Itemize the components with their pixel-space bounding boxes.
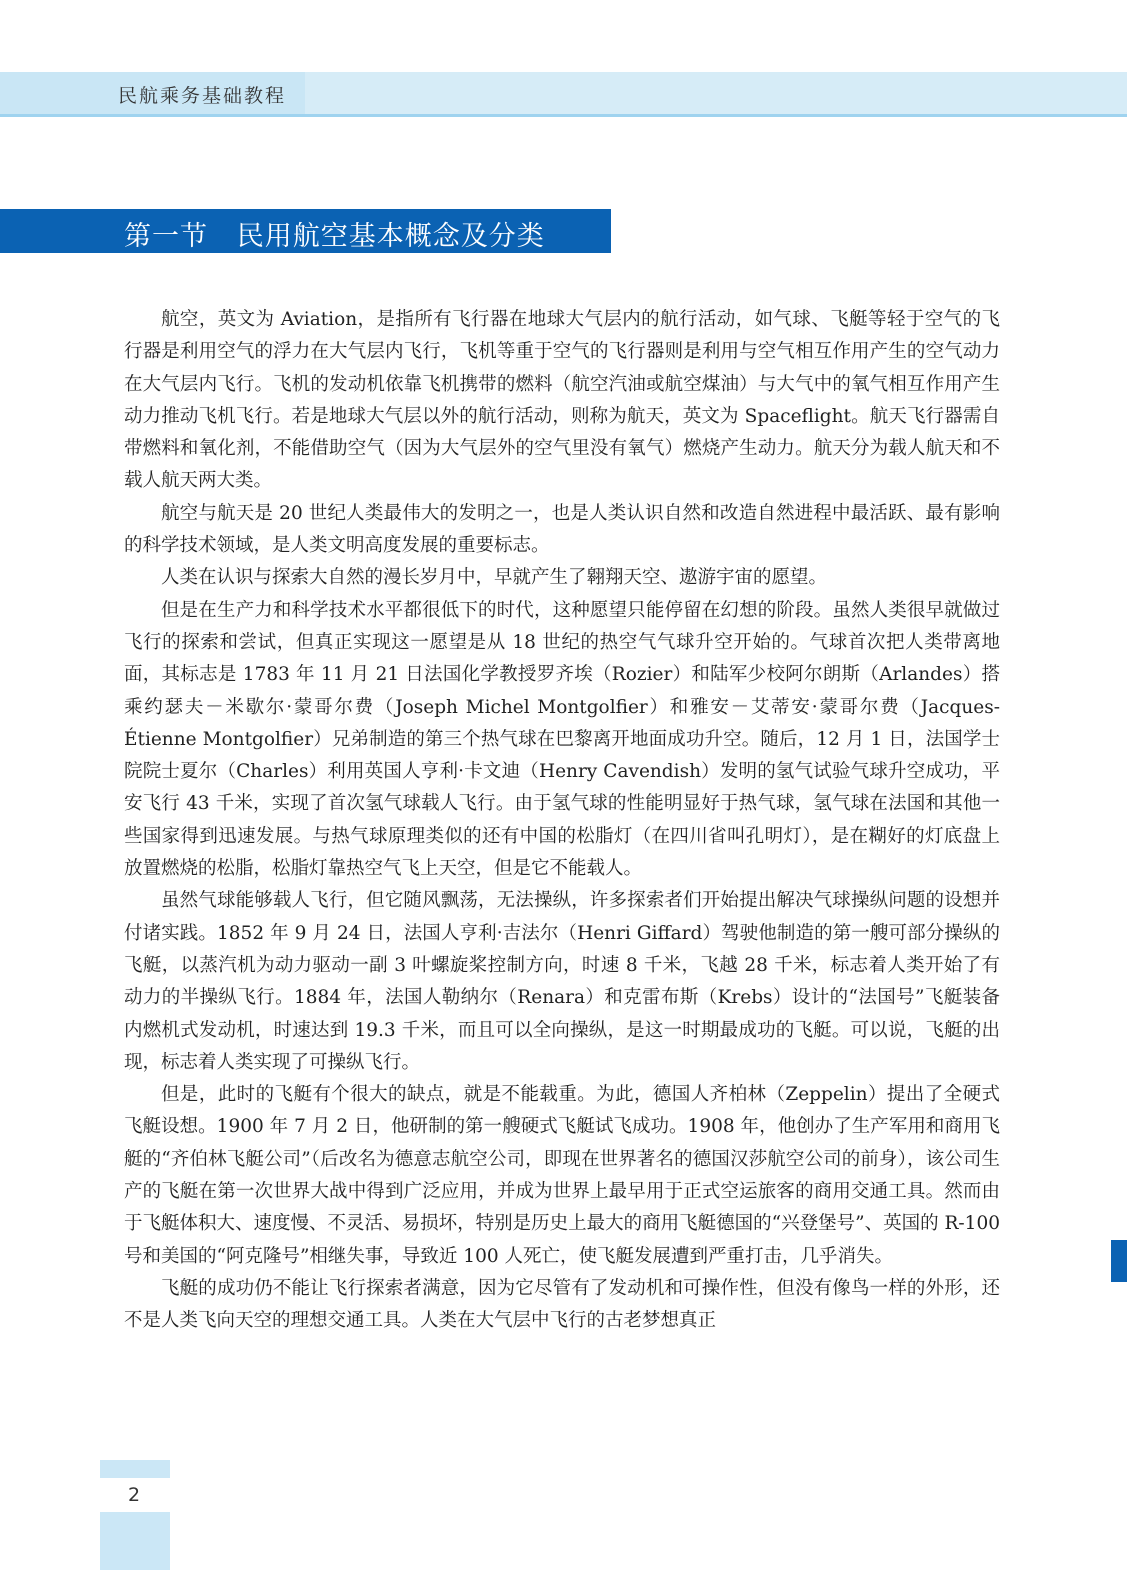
running-header-title: 民航乘务基础教程 [118,85,287,107]
page-number: 2 [128,1484,141,1506]
chapter-side-tab [1111,1240,1127,1282]
paragraph: 飞艇的成功仍不能让飞行探索者满意，因为它尽管有了发动机和可操作性，但没有像鸟一样的外形，还不是人类飞向天空的理想交通工具。人类在大气层中飞行的古老梦想真正 [124,1277,1000,1332]
paragraph: 虽然气球能够载人飞行，但它随风飘荡，无法操纵，许多探索者们开始提出解决气球操纵问题的设想并付诸实践。1852 年 9 月 24 日，法国人亨利·吉法尔（Henri Giffard）驾驶他制造的第一艘可部分操纵的飞艇，以蒸汽机为动力驱动一副 3 叶螺旋桨控制方向，时速 8 千米，飞越 28 千米，标志着人类开始了有动力的半操纵飞行。1884 年，法国人勒纳尔（Renara）和克雷布斯（Krebs）设计的“法国号”飞艇装备内燃机式发动机，时速达到 19.3 千米，而且可以全向操纵，是这一时期最成功的飞艇。可以说，飞艇的出现，标志着人类实现了可操纵飞行。 [124,890,1000,1073]
page-number-deco-bottom [100,1512,170,1570]
paragraph: 航空与航天是 20 世纪人类最伟大的发明之一，也是人类认识自然和改造自然进程中最活跃、最有影响的科学技术领域，是人类文明高度发展的重要标志。 [124,502,1000,557]
header-divider [0,114,1127,117]
paragraph: 但是，此时的飞艇有个很大的缺点，就是不能载重。为此，德国人齐柏林（Zeppelin）提出了全硬式飞艇设想。1900 年 7 月 2 日，他研制的第一艘硬式飞艇试飞成功。1908 年，他创办了生产军用和商用飞艇的“齐伯林飞艇公司”（后改名为德意志航空公司，即现在世界著名的德国汉莎航空公司的前身），该公司生产的飞艇在第一次世界大战中得到广泛应用，并成为世界上最早用于正式空运旅客的商用交通工具。然而由于飞艇体积大、速度慢、不灵活、易损坏，特别是历史上最大的商用飞艇德国的“兴登堡号”、英国的 R-100 号和美国的“阿克隆号”相继失事，导致近 100 人死亡，使飞艇发展遭到严重打击，几乎消失。 [124,1084,1000,1267]
section-heading-bar [0,209,611,253]
page-number-deco-top [100,1460,170,1478]
paragraph: 但是在生产力和科学技术水平都很低下的时代，这种愿望只能停留在幻想的阶段。虽然人类很早就做过飞行的探索和尝试，但真正实现这一愿望是从 18 世纪的热空气气球升空开始的。气球首次把人类带离地面，其标志是 1783 年 11 月 21 日法国化学教授罗齐埃（Rozier）和陆军少校阿尔朗斯（Arlandes）搭乘约瑟夫－米歇尔·蒙哥尔费（Joseph Michel Montgolfier）和雅安－艾蒂安·蒙哥尔费（Jacques-Étienne Montgolfier）兄弟制造的第三个热气球在巴黎离开地面成功升空。随后，12 月 1 日，法国学士院院士夏尔（Charles）利用英国人亨利·卡文迪（Henry Cavendish）发明的氢气试验气球升空成功，平安飞行 43 千米，实现了首次氢气球载人飞行。由于氢气球的性能明显好于热气球，氢气球在法国和其他一些国家得到迅速发展。与热气球原理类似的还有中国的松脂灯（在四川省叫孔明灯），是在糊好的灯底盘上放置燃烧的松脂，松脂灯靠热空气飞上天空，但是它不能载人。 [124,599,1000,880]
paragraph: 航空，英文为 Aviation，是指所有飞行器在地球大气层内的航行活动，如气球、飞艇等轻于空气的飞行器是利用空气的浮力在大气层内飞行，飞机等重于空气的飞行器则是利用与空气相互作用产生的空气动力在大气层内飞行。飞机的发动机依靠飞机携带的燃料（航空汽油或航空煤油）与大气中的氧气相互作用产生动力推动飞机飞行。若是地球大气层以外的航行活动，则称为航天，英文为 Spaceflight。航天飞行器需自带燃料和氧化剂，不能借助空气（因为大气层外的空气里没有氧气）燃烧产生动力。航天分为载人航天和不载人航天两大类。 [124,309,1000,492]
body-text [124,304,1000,1338]
header-label-box [0,72,305,114]
paragraph: 人类在认识与探索大自然的漫长岁月中，早就产生了翱翔天空、遨游宇宙的愿望。 [161,567,828,589]
section-title: 第一节 民用航空基本概念及分类 [124,221,545,252]
